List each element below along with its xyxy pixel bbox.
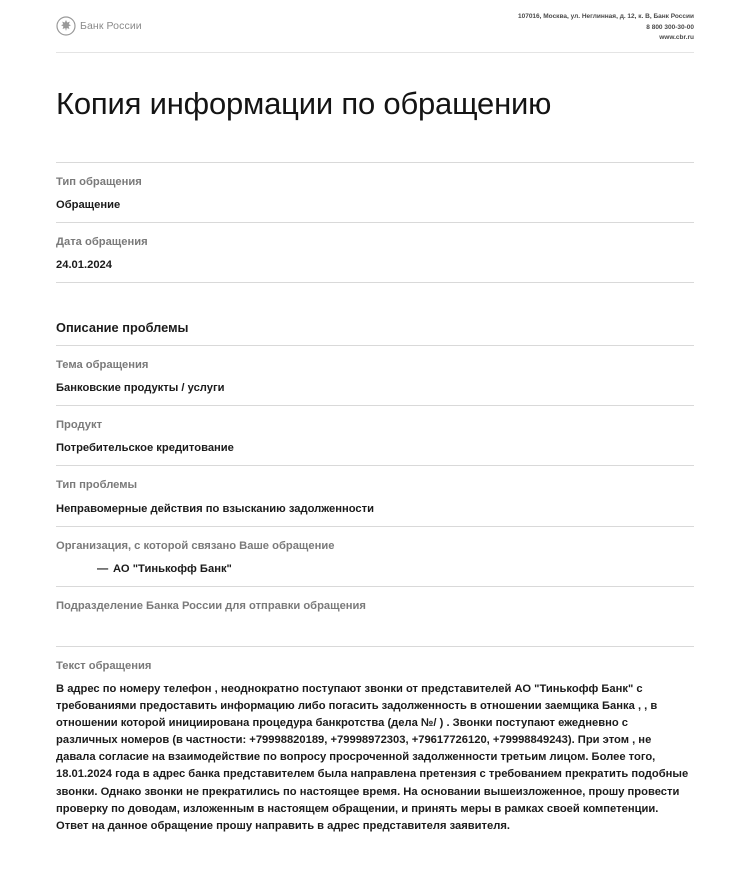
problem-section-heading: Описание проблемы xyxy=(56,320,189,335)
divider xyxy=(56,222,694,223)
divider xyxy=(56,405,694,406)
division-label: Подразделение Банка России для отправки обращения xyxy=(56,600,366,612)
divider xyxy=(56,526,694,527)
phone: 8 800 300-30-00 xyxy=(646,23,694,31)
page-title: Копия информации по обращению xyxy=(56,86,552,121)
topic-label: Тема обращения xyxy=(56,359,149,371)
divider xyxy=(56,465,694,466)
eagle-emblem-icon xyxy=(56,16,76,36)
appeal-date-label: Дата обращения xyxy=(56,236,148,248)
appeal-type-label: Тип обращения xyxy=(56,176,142,188)
divider xyxy=(56,646,694,647)
appeal-type-value: Обращение xyxy=(56,199,121,211)
contact-info xyxy=(518,12,694,44)
website: www.cbr.ru xyxy=(659,34,694,41)
divider xyxy=(56,345,694,346)
product-value: Потребительское кредитование xyxy=(56,442,234,454)
document-header xyxy=(56,12,694,53)
appeal-text-body: В адрес по номеру телефон , неоднократно поступают звонки от представителей АО "Тинькофф Банк" с требованиями предоставить информацию либо погасить задолженность в отношении заемщика Банка , , в отношении которой инициирована процедура банкротства (дела №/ ) . Звонки поступают ежедневно с различных номеров (в частности: +79998820189, +79998972303, +79617726120, +79998849243). При этом , не давала согласие на взаимодействие по вопросу просроченной задолженности третьим лицом. Более того, 18.01.2024 года в адрес банка представителем была направлена претензия с требованием прекратить подобные звонки. Однако звонки не прекратились по настоящее время. На основании вышеизложенное, прошу провести проверку по доводам, изложенным в настоящем обращении, и принять меры в рамках своей компетенции. Ответ на данное обращение прошу направить в адрес представителя заявителя. xyxy=(56,683,689,832)
appeal-date-value: 24.01.2024 xyxy=(56,259,112,271)
bank-logo xyxy=(56,16,142,36)
product-label: Продукт xyxy=(56,419,103,431)
organization-value: АО "Тинькофф Банк" xyxy=(113,563,232,575)
divider xyxy=(56,282,694,283)
address: 107016, Москва, ул. Неглинная, д. 12, к. В, Банк России xyxy=(517,13,694,20)
appeal-text-label: Текст обращения xyxy=(56,660,152,672)
problem-type-value: Неправомерные действия по взысканию задолженности xyxy=(56,503,375,515)
organization-label: Организация, с которой связано Ваше обращение xyxy=(56,540,335,552)
topic-value: Банковские продукты / услуги xyxy=(56,382,225,394)
divider xyxy=(56,586,694,587)
list-dash: — xyxy=(97,563,109,575)
divider xyxy=(56,162,694,163)
problem-type-label: Тип проблемы xyxy=(56,479,138,491)
logo-text: Банк России xyxy=(80,20,142,32)
